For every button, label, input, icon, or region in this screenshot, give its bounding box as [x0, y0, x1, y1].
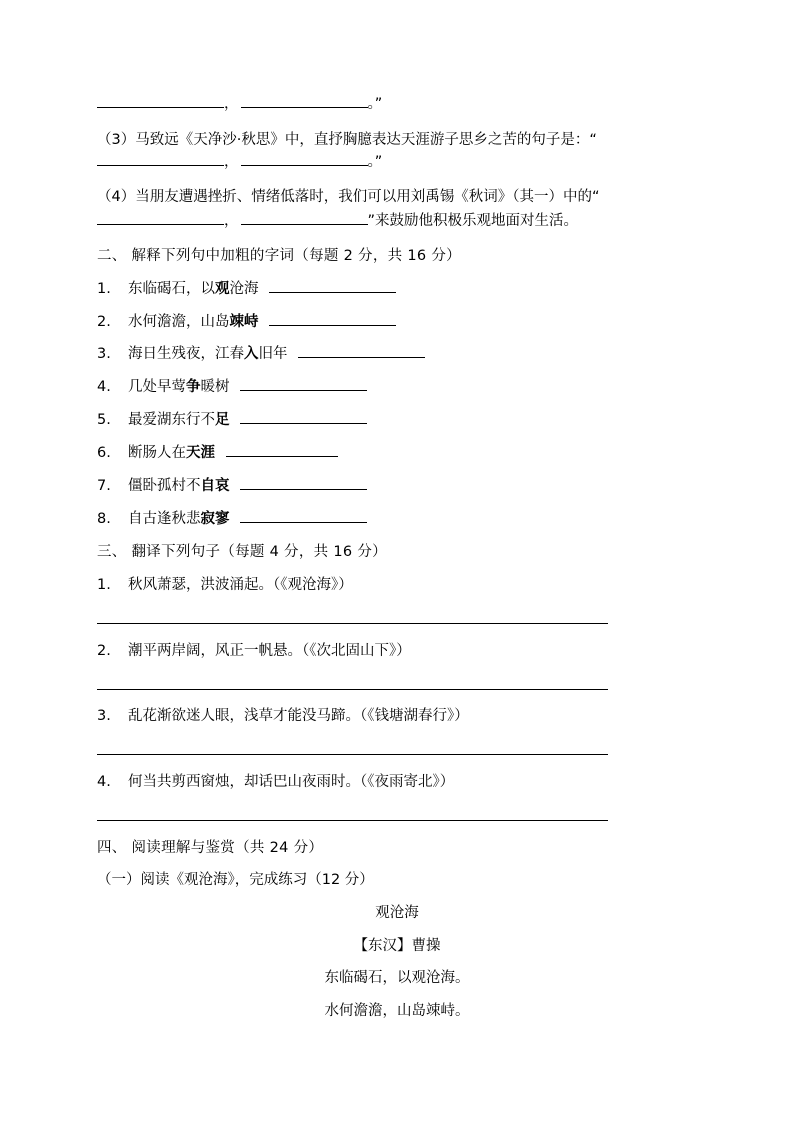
answer-blank[interactable] [298, 344, 425, 358]
item-number: 2. [97, 643, 111, 659]
item-text: 潮平两岸阔，风正一帆悬。（《次北固山下》） [128, 643, 411, 659]
item-number: 8. [97, 511, 111, 527]
answer-line-2[interactable] [97, 689, 608, 690]
question-4-blanks [97, 211, 578, 231]
item-text: 僵卧孤村不 [128, 478, 201, 494]
item-text: 海日生残夜，江春 [128, 346, 244, 362]
item-text: 秋风萧瑟，洪波涌起。（《观沧海》） [128, 577, 353, 593]
item-text: 断肠人在 [128, 445, 186, 461]
answer-blank[interactable] [240, 377, 367, 391]
item-text: 乱花渐欲迷人眼，浅草才能没马蹄。（《钱塘湖春行》） [128, 708, 469, 724]
item-text: 暖树 [200, 379, 230, 395]
item-number: 6. [97, 445, 111, 461]
blank-2[interactable] [241, 94, 368, 108]
s3-item-2 [97, 641, 411, 661]
bold-word: 寂寥 [200, 511, 230, 527]
q4-blank-2[interactable] [241, 211, 368, 225]
section-3-title: 三、 翻译下列句子（每题 4 分，共 16 分） [97, 544, 387, 560]
question-3: （3）马致远《天净沙·秋思》中，直抒胸臆表达天涯游子思乡之苦的句子是：“ [97, 132, 597, 148]
item-text: 何当共剪西窗烛，却话巴山夜雨时。（《夜雨寄北》） [128, 774, 455, 790]
answer-blank[interactable] [269, 279, 396, 293]
s2-item-6 [97, 443, 338, 463]
poem-line-2: 水何澹澹，山岛竦峙。 [324, 1003, 470, 1019]
s2-item-5 [97, 410, 367, 430]
q4-blank-1[interactable] [97, 211, 224, 225]
answer-line-3[interactable] [97, 754, 608, 755]
item-number: 3. [97, 346, 111, 362]
s2-item-4 [97, 377, 367, 397]
item-text: 自古逢秋悲 [128, 511, 201, 527]
item-text: 沧海 [229, 281, 259, 297]
s2-item-3 [97, 344, 425, 364]
s2-item-1 [97, 279, 396, 299]
answer-blank[interactable] [240, 476, 367, 490]
q3-blank-1[interactable] [97, 152, 224, 166]
bold-word: 竦峙 [229, 314, 259, 330]
s2-item-8 [97, 509, 367, 529]
q4-end-mark: ”来鼓励他积极乐观地面对生活。 [367, 213, 579, 229]
separator-comma: ， [224, 96, 239, 112]
s3-item-4 [97, 772, 454, 792]
item-number: 4. [97, 774, 111, 790]
item-text: 东临碣石，以 [128, 281, 215, 297]
item-number: 1. [97, 281, 111, 297]
q4-separator: ， [224, 213, 239, 229]
item-number: 1. [97, 577, 111, 593]
answer-line-4[interactable] [97, 820, 608, 821]
q3-end-mark: 。” [367, 154, 383, 170]
poem-author: 【东汉】曹操 [353, 938, 441, 954]
item-number: 2. [97, 314, 111, 330]
answer-blank[interactable] [269, 312, 396, 326]
s3-item-1 [97, 575, 353, 595]
s2-item-7 [97, 476, 367, 496]
bold-word: 足 [215, 412, 230, 428]
poem-line-1: 东临碣石，以观沧海。 [324, 970, 470, 986]
blank-1[interactable] [97, 94, 224, 108]
section-4-title: 四、 阅读理解与鉴赏（共 24 分） [97, 840, 324, 856]
section-2-title: 二、 解释下列句中加粗的字词（每题 2 分，共 16 分） [97, 248, 461, 264]
bold-word: 入 [244, 346, 259, 362]
q3-blank-2[interactable] [241, 152, 368, 166]
question-3-blanks [97, 152, 382, 172]
question-4: （4）当朋友遭遇挫折、情绪低落时，我们可以用刘禹锡《秋词》（其一）中的“ [97, 189, 600, 205]
item-text: 水何澹澹，山岛 [128, 314, 230, 330]
s3-item-3 [97, 706, 469, 726]
s2-item-2 [97, 312, 396, 332]
item-text: 几处早莺 [128, 379, 186, 395]
line-end-mark: 。” [367, 96, 383, 112]
item-number: 3. [97, 708, 111, 724]
item-text: 旧年 [258, 346, 288, 362]
bold-word: 自哀 [200, 478, 230, 494]
bold-word: 争 [186, 379, 201, 395]
answer-blank[interactable] [226, 443, 338, 457]
section-4-subtitle: （一）阅读《观沧海》，完成练习（12 分） [97, 872, 374, 888]
item-number: 5. [97, 412, 111, 428]
bold-word: 观 [215, 281, 230, 297]
q3-separator: ， [224, 154, 239, 170]
answer-blank[interactable] [240, 410, 367, 424]
answer-line-1[interactable] [97, 623, 608, 624]
poem-title: 观沧海 [375, 905, 419, 921]
item-text: 最爱湖东行不 [128, 412, 215, 428]
bold-word: 天涯 [186, 445, 215, 461]
item-number: 7. [97, 478, 111, 494]
fill-line-top [97, 94, 382, 114]
item-number: 4. [97, 379, 111, 395]
answer-blank[interactable] [240, 509, 367, 523]
